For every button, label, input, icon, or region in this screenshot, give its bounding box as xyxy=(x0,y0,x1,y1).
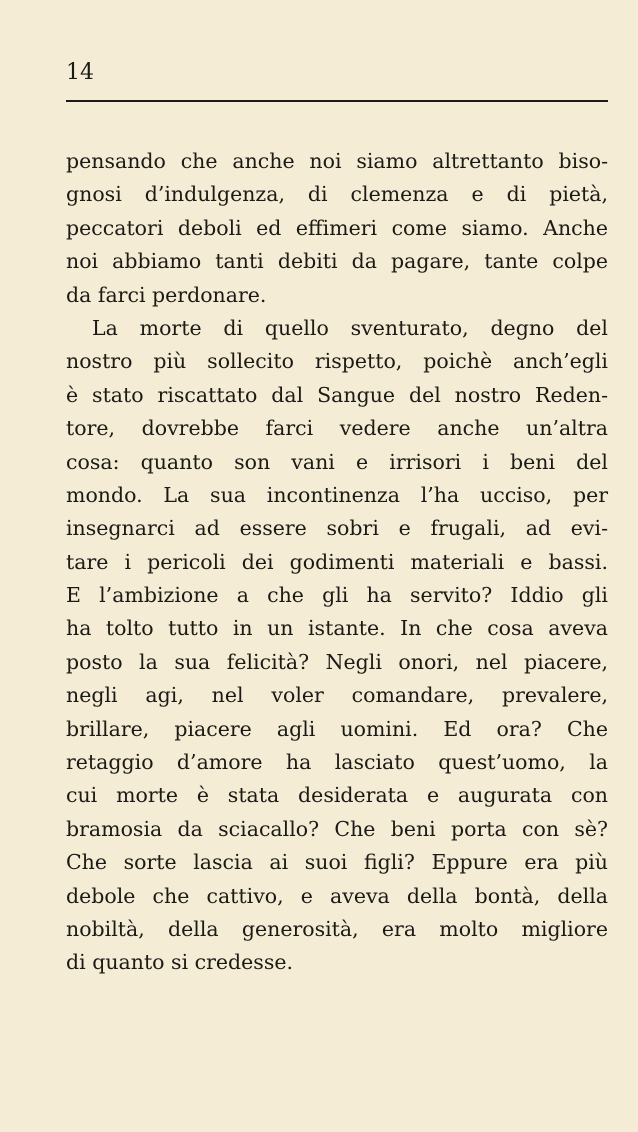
text-line: cosa: quanto son vani e irrisori i beni del xyxy=(66,449,608,474)
text-line: è stato riscattato dal Sangue del nostro Reden- xyxy=(66,382,608,407)
text-line: La morte di quello sventurato, degno del xyxy=(92,315,608,340)
text-line: tare i pericoli dei godimenti materiali e bassi. xyxy=(66,549,608,574)
text-line: retaggio d’amore ha lasciato quest’uomo, la xyxy=(66,750,608,775)
text-line: posto la sua felicità? Negli onori, nel piacere, xyxy=(66,649,608,674)
body-text xyxy=(66,145,608,980)
text-line: negli agi, nel voler comandare, prevalere, xyxy=(66,683,608,708)
text-line: di quanto si credesse. xyxy=(66,950,293,975)
page-number: 14 xyxy=(66,60,94,85)
text-line: da farci perdonare. xyxy=(66,282,267,307)
header-rule xyxy=(66,100,608,102)
text-line: Che sorte lascia ai suoi figli? Eppure era più xyxy=(66,850,608,875)
text-line: nobiltà, della generosità, era molto migliore xyxy=(66,916,608,941)
text-line: insegnarci ad essere sobri e frugali, ad evi- xyxy=(66,516,608,541)
text-line: noi abbiamo tanti debiti da pagare, tante colpe xyxy=(66,249,608,274)
text-line: peccatori deboli ed effimeri come siamo. Anche xyxy=(66,215,608,240)
text-line: bramosia da sciacallo? Che beni porta con sè? xyxy=(66,816,608,841)
text-line: tore, dovrebbe farci vedere anche un’altra xyxy=(66,416,608,441)
text-line: gnosi d’indulgenza, di clemenza e di pietà, xyxy=(66,182,608,207)
text-line: ha tolto tutto in un istante. In che cosa aveva xyxy=(66,616,608,641)
text-line: mondo. La sua incontinenza l’ha ucciso, per xyxy=(66,482,608,507)
text-line: pensando che anche noi siamo altrettanto biso- xyxy=(66,149,608,173)
text-line: debole che cattivo, e aveva della bontà, della xyxy=(66,883,608,908)
text-line: brillare, piacere agli uomini. Ed ora? Che xyxy=(66,716,608,741)
text-line: cui morte è stata desiderata e augurata con xyxy=(66,783,608,808)
text-line: E l’ambizione a che gli ha servito? Iddio gli xyxy=(66,583,608,608)
text-line: nostro più sollecito rispetto, poichè anch’egli xyxy=(66,349,608,374)
